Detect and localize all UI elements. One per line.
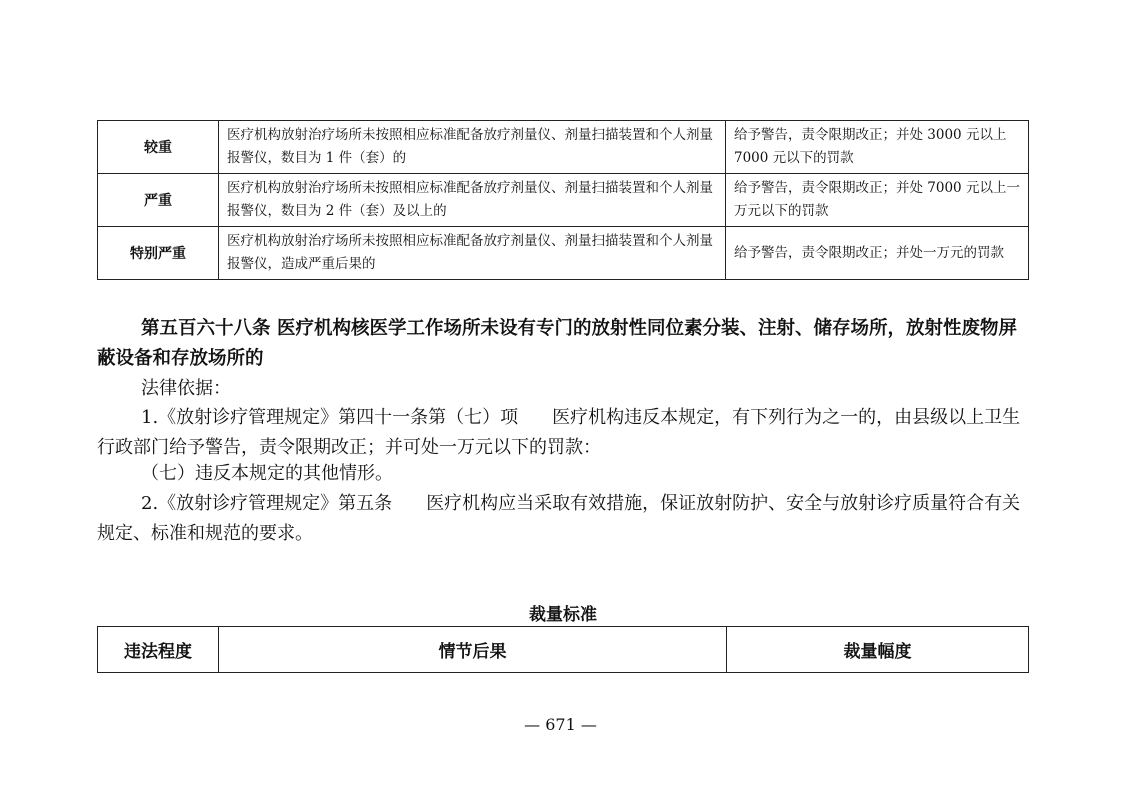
circumstance-cell: 医疗机构放射治疗场所未按照相应标准配备放疗剂量仪、剂量扫描装置和个人剂量报警仪，数目为 2 件（套）及以上的 [219, 174, 726, 227]
article-title: 第五百六十八条 医疗机构核医学工作场所未设有专门的放射性同位素分装、注射、储存场所，放射性废物屏蔽设备和存放场所的 [97, 318, 1017, 369]
table-header-row [98, 627, 1029, 673]
header-circumstance: 情节后果 [219, 627, 727, 673]
level-cell: 较重 [98, 121, 219, 174]
circumstance-cell: 医疗机构放射治疗场所未按照相应标准配备放疗剂量仪、剂量扫描装置和个人剂量报警仪，数目为 1 件（套）的 [219, 121, 726, 174]
circumstance-cell: 医疗机构放射治疗场所未按照相应标准配备放疗剂量仪、剂量扫描装置和个人剂量报警仪，造成严重后果的 [219, 227, 726, 280]
header-level: 违法程度 [98, 627, 219, 673]
legal-basis-label: 法律依据： [141, 378, 231, 399]
table-row [98, 121, 1029, 174]
standards-table [97, 626, 1029, 673]
penalty-cell: 给予警告，责令限期改正；并处一万元的罚款 [726, 227, 1029, 280]
item-1-text: 医疗机构违反本规定，有下列行为之一的，由县级以上卫生行政部门给予警告，责令限期改正；并可处一万元以下的罚款： [97, 407, 1021, 458]
standards-caption: 裁量标准 [529, 605, 597, 625]
level-cell: 严重 [98, 174, 219, 227]
penalty-table [97, 120, 1029, 280]
penalty-cell: 给予警告，责令限期改正；并处 7000 元以上一万元以下的罚款 [726, 174, 1029, 227]
page-number: — 671 — [524, 715, 597, 734]
header-penalty-range: 裁量幅度 [727, 627, 1029, 673]
legal-basis-item-1 [97, 403, 1029, 463]
level-cell: 特别严重 [98, 227, 219, 280]
item-2-text: 医疗机构应当采取有效措施，保证放射防护、安全与放射诊疗质量符合有关规定、标准和规范的要求。 [97, 493, 1021, 544]
table-row [98, 227, 1029, 280]
item-2-source: 2.《放射诊疗管理规定》第五条 [141, 493, 393, 514]
penalty-cell: 给予警告，责令限期改正；并处 3000 元以上 7000 元以下的罚款 [726, 121, 1029, 174]
legal-basis-item-2 [97, 489, 1029, 549]
legal-basis-item-1-sub: （七）违反本规定的其他情形。 [141, 463, 393, 484]
item-1-source: 1.《放射诊疗管理规定》第四十一条第（七）项 [141, 407, 519, 428]
table-row [98, 174, 1029, 227]
